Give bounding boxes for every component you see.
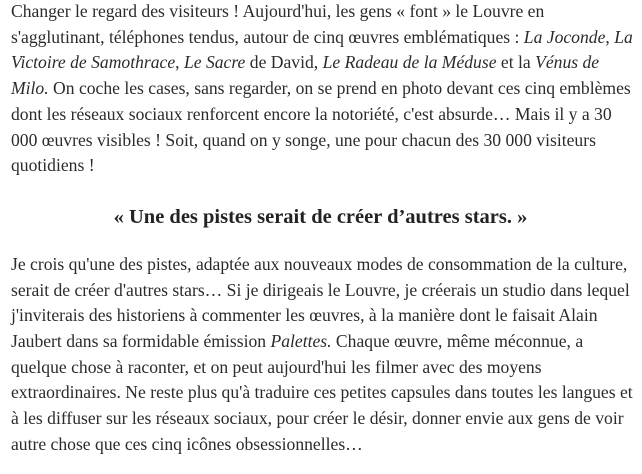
artwork-title: La Victoire de Samothrace (11, 26, 633, 73)
text-segment: , (175, 52, 184, 73)
text-segment: Je crois qu'une des pistes, adaptée aux nouveaux modes de consommation de la culture, serait de créer d'autres stars… Si je dirigeais le Louvre, je créerais un studio dans lequel j'inviterais des historiens à commenter les œuvres, à la manière dont le faisait Alain Jaubert dans sa formidable émission (11, 253, 630, 352)
paragraph-new-stars (11, 252, 636, 458)
pull-quote: « Une des pistes serait de créer d’autres stars. » (113, 205, 528, 228)
text-segment: Changer le regard des visiteurs ! Aujourd'hui, les gens « font » le Louvre en s'agglutinant, téléphones tendus, autour de cinq œuvres emblématiques : (11, 1, 545, 47)
text-segment: On coche les cases, sans regarder, on se prend en photo devant ces cinq emblèmes dont les réseaux sociaux renforcent encore la notoriété, c'est absurde… Mais il y a 30 000 œuvres visibles ! Soit, quand on y songe, une pour chacun des 30 000 visiteurs quotidiens ! (11, 78, 631, 176)
artwork-title: La Joconde (523, 26, 606, 47)
artwork-title: Le Sacre (183, 52, 246, 73)
article-body (11, 0, 636, 458)
tv-show-title: Palettes. (270, 331, 332, 352)
text-segment: de David, (245, 52, 323, 73)
artwork-title: Vénus de Milo. (11, 52, 600, 99)
paragraph-visitors (11, 0, 636, 179)
text-segment: Chaque œuvre, même méconnue, a quelque chose à raconter, et on peut aujourd'hui les filmer avec des moyens extraordinaires. Ne reste plus qu'à traduire ces petites capsules dans toutes les langues et à les diffuser sur les réseaux sociaux, pour créer le désir, donner envie aux gens de voir autre chose que ces cinq icônes obsessionnelles… (11, 331, 633, 454)
text-segment: , (605, 26, 615, 47)
artwork-title: Le Radeau de la Méduse (322, 52, 497, 73)
text-segment: et la (496, 52, 536, 73)
